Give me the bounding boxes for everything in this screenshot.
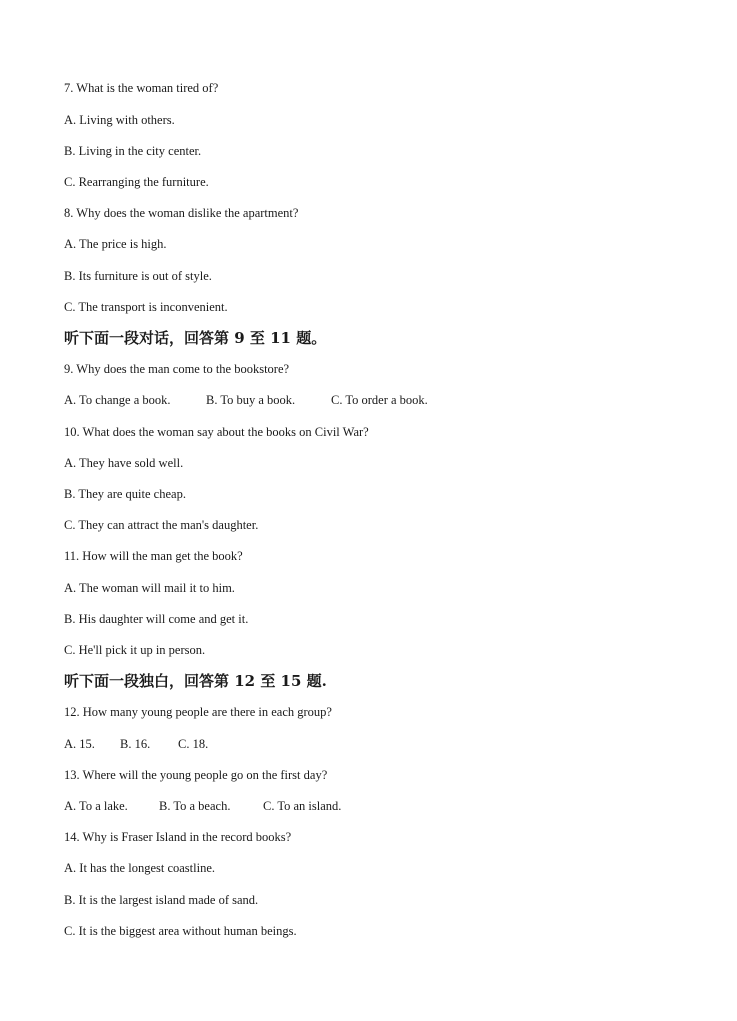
question-12-option-b: B. 16.: [120, 737, 151, 751]
question-12-options: [64, 736, 208, 752]
question-9-option-b: B. To buy a book.: [206, 393, 296, 407]
question-12: 12. How many young people are there in each group?: [64, 705, 332, 719]
question-8: 8. Why does the woman dislike the apartment?: [64, 206, 299, 220]
question-12-option-c: C. 18.: [178, 737, 209, 751]
question-11-option-a: A. The woman will mail it to him.: [64, 581, 235, 595]
question-11: 11. How will the man get the book?: [64, 549, 243, 563]
question-14: 14. Why is Fraser Island in the record books?: [64, 830, 292, 844]
question-10-option-a: A. They have sold well.: [64, 456, 184, 470]
question-9: 9. Why does the man come to the bookstore?: [64, 362, 290, 376]
question-11-option-c: C. He'll pick it up in person.: [64, 643, 206, 657]
question-7-option-b: B. Living in the city center.: [64, 144, 202, 158]
question-8-option-a: A. The price is high.: [64, 237, 167, 251]
question-10-option-c: C. They can attract the man's daughter.: [64, 518, 259, 532]
question-7-option-c: C. Rearranging the furniture.: [64, 175, 209, 189]
question-8-option-c: C. The transport is inconvenient.: [64, 300, 228, 314]
question-11-option-b: B. His daughter will come and get it.: [64, 612, 249, 626]
question-10: 10. What does the woman say about the books on Civil War?: [64, 425, 369, 439]
question-14-option-b: B. It is the largest island made of sand.: [64, 893, 259, 907]
question-10-option-b: B. They are quite cheap.: [64, 487, 186, 501]
question-7: 7. What is the woman tired of?: [64, 81, 219, 95]
section-heading-12-15: 听下面一段独白，回答第 12 至 15 题.: [64, 672, 327, 690]
question-8-option-b: B. Its furniture is out of style.: [64, 269, 212, 283]
section-heading-9-11: 听下面一段对话，回答第 9 至 11 题。: [64, 329, 327, 347]
question-7-option-a: A. Living with others.: [64, 113, 175, 127]
question-9-options: [64, 392, 428, 408]
question-12-option-a: A. 15.: [64, 737, 95, 751]
question-13-option-c: C. To an island.: [263, 799, 342, 813]
question-14-option-a: A. It has the longest coastline.: [64, 861, 216, 875]
question-13-option-a: A. To a lake.: [64, 799, 128, 813]
question-14-option-c: C. It is the biggest area without human beings.: [64, 924, 297, 938]
question-13-option-b: B. To a beach.: [159, 799, 231, 813]
question-9-option-a: A. To change a book.: [64, 393, 171, 407]
question-9-option-c: C. To order a book.: [331, 393, 428, 407]
question-13: 13. Where will the young people go on the first day?: [64, 768, 328, 782]
question-13-options: [64, 798, 341, 814]
